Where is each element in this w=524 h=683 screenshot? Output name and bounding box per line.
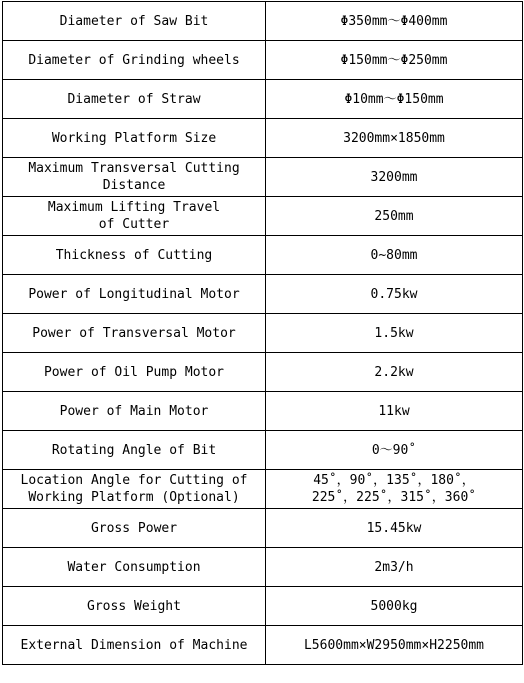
table-row xyxy=(3,548,523,587)
parameter-name-cell: Maximum Transversal Cutting Distance xyxy=(3,158,266,197)
parameter-name-cell: Location Angle for Cutting of Working Platform (Optional) xyxy=(3,470,266,509)
parameter-name-cell: Diameter of Straw xyxy=(3,80,266,119)
parameter-name-cell: Power of Main Motor xyxy=(3,392,266,431)
parameter-value-cell: 0～90˚ xyxy=(266,431,523,470)
parameter-name-cell: Diameter of Grinding wheels xyxy=(3,41,266,80)
parameter-name-cell: Diameter of Saw Bit xyxy=(3,2,266,41)
table-row xyxy=(3,626,523,665)
parameter-name-cell: Gross Weight xyxy=(3,587,266,626)
parameter-name-cell: Maximum Lifting Travel of Cutter xyxy=(3,197,266,236)
parameter-value-cell: 3200mm×1850mm xyxy=(266,119,523,158)
parameter-value-cell: 11kw xyxy=(266,392,523,431)
specification-table xyxy=(2,1,523,665)
parameter-value-cell: 2.2kw xyxy=(266,353,523,392)
parameter-value-cell: Φ150mm～Φ250mm xyxy=(266,41,523,80)
parameter-value-cell: 15.45kw xyxy=(266,509,523,548)
parameter-name-cell: Rotating Angle of Bit xyxy=(3,431,266,470)
specification-table-body xyxy=(3,2,523,665)
table-row xyxy=(3,314,523,353)
parameter-value-cell: L5600mm×W2950mm×H2250mm xyxy=(266,626,523,665)
table-row xyxy=(3,509,523,548)
parameter-name-cell: Working Platform Size xyxy=(3,119,266,158)
parameter-value-cell: Φ10mm～Φ150mm xyxy=(266,80,523,119)
parameter-value-cell: 250mm xyxy=(266,197,523,236)
table-row xyxy=(3,41,523,80)
parameter-name-cell: Gross Power xyxy=(3,509,266,548)
parameter-value-cell: 45˚，90˚，135˚，180˚， 225˚，225˚，315˚，360˚ xyxy=(266,470,523,509)
table-row xyxy=(3,353,523,392)
parameter-name-cell: External Dimension of Machine xyxy=(3,626,266,665)
table-row xyxy=(3,2,523,41)
table-row xyxy=(3,431,523,470)
table-row xyxy=(3,236,523,275)
parameter-name-cell: Power of Longitudinal Motor xyxy=(3,275,266,314)
table-row xyxy=(3,197,523,236)
table-row xyxy=(3,275,523,314)
table-row xyxy=(3,392,523,431)
parameter-value-cell: 2m3/h xyxy=(266,548,523,587)
parameter-name-cell: Power of Transversal Motor xyxy=(3,314,266,353)
parameter-value-cell: Φ350mm～Φ400mm xyxy=(266,2,523,41)
table-row xyxy=(3,158,523,197)
parameter-name-cell: Power of Oil Pump Motor xyxy=(3,353,266,392)
parameter-value-cell: 1.5kw xyxy=(266,314,523,353)
table-row xyxy=(3,80,523,119)
parameter-value-cell: 0.75kw xyxy=(266,275,523,314)
parameter-value-cell: 0~80mm xyxy=(266,236,523,275)
table-row xyxy=(3,470,523,509)
parameter-name-cell: Thickness of Cutting xyxy=(3,236,266,275)
parameter-value-cell: 5000kg xyxy=(266,587,523,626)
parameter-value-cell: 3200mm xyxy=(266,158,523,197)
parameter-name-cell: Water Consumption xyxy=(3,548,266,587)
table-row xyxy=(3,119,523,158)
table-row xyxy=(3,587,523,626)
